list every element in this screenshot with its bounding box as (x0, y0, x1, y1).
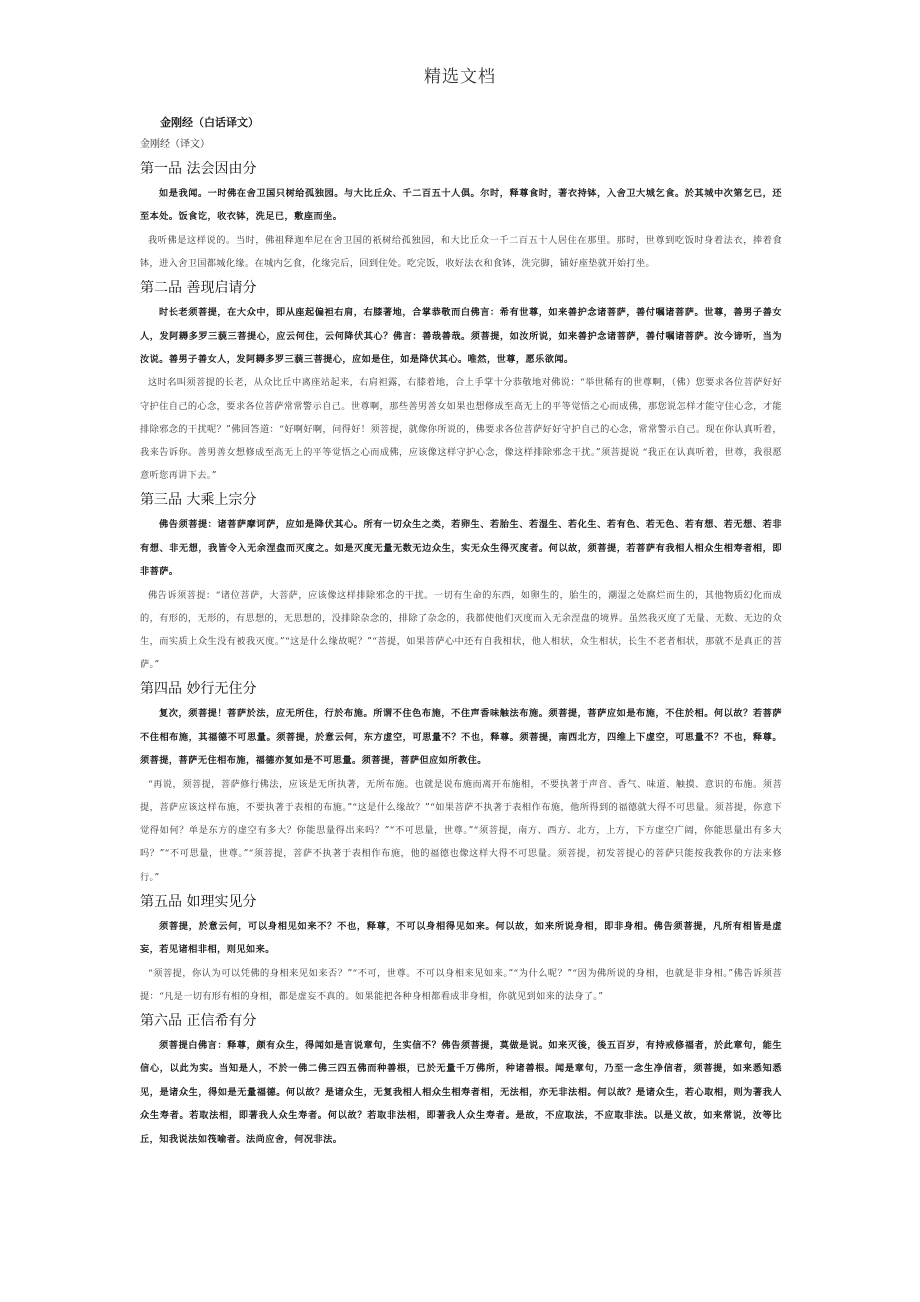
chapter-6 (140, 1010, 782, 1151)
chapter-heading: 第二品 善现启请分 (140, 280, 257, 297)
chapter-3 (140, 489, 782, 676)
chapter-heading: 第一品 法会因由分 (140, 161, 257, 177)
chapter-2 (140, 277, 782, 487)
chapter-translation-text: “须菩提，你认为可以凭佛的身相来见如来否？”“不可，世尊。不可以身相来见如来。”“为什么呢？”“因为佛所说的身相，也就是非身相。”佛告诉须菩提：“凡是一切有形有相的身相，都是虚妄不真的。如果能把各种身相都看成非身相，你就见到如来的法身了。” (140, 967, 782, 1002)
chapter-4 (140, 678, 782, 888)
chapter-original-text: 复次，须菩提！菩萨於法，应无所住，行於布施。所谓不住色布施，不住声香味触法布施。须菩提，菩萨应如是布施，不住於相。何以故？若菩萨不住相布施，其福德不可思量。须菩提，於意云何，东方虚空，可思量不？不也，释尊。须菩提，南西北方，四维上下虚空，可思量不？不也，释尊。须菩提，菩萨无住相布施，福德亦复如是不可思量。须菩提，菩萨但应如所教住。 (140, 708, 782, 767)
document-content (140, 112, 782, 1151)
document-subtitle: 金刚经（译文） (140, 139, 210, 150)
chapter-original-text: 须菩提，於意云何，可以身相见如来不？不也，释尊，不可以身相得见如来。何以故，如来所说身相，即非身相。佛告须菩提，凡所有相皆是虚妄，若见诸相非相，则见如来。 (140, 920, 782, 956)
document-title: 金刚经（白话译文） (160, 116, 259, 129)
chapter-5 (140, 891, 782, 1008)
chapter-heading: 第四品 妙行无住分 (140, 681, 257, 698)
page-header-title: 精选文档 (424, 67, 496, 87)
chapter-original-text: 佛告须菩提：诸菩萨摩诃萨，应如是降伏其心。所有一切众生之类，若卵生、若胎生、若湿生、若化生、若有色、若无色、若有想、若无想、若非有想、非无想，我皆令入无余涅盘而灭度之。如是灭度无量无数无边众生，实无众生得灭度者。何以故，须菩提，若菩萨有我相人相众生相寿者相，即非菩萨。 (140, 519, 782, 578)
chapter-original-text: 如是我闻。一时佛在舍卫国只树给孤独园。与大比丘众、千二百五十人俱。尔时，释尊食时，著衣持钵，入舍卫大城乞食。於其城中次第乞已，还至本处。饭食讫，收衣钵，洗足已，敷座而坐。 (140, 188, 782, 223)
chapter-original-text: 时长老须菩提，在大众中，即从座起偏袒右肩，右膝著地，合掌恭敬而白佛言：希有世尊，如来善护念诸菩萨，善付嘱诸菩萨。世尊，善男子善女人，发阿耨多罗三藐三菩提心，应云何住，云何降伏其心？佛言：善哉善哉。须菩提，如汝所说，如来善护念诸菩萨，善付嘱诸菩萨。汝今谛听，当为汝说。善男子善女人，发阿耨多罗三藐三菩提心，应如是住，如是降伏其心。唯然，世尊，愿乐欲闻。 (140, 307, 782, 366)
chapter-translation-text: 佛告诉须菩提：“诸位菩萨，大菩萨，应该像这样排除邪念的干扰。一切有生命的东西，如卵生的，胎生的，潮湿之处腐烂而生的，其他物质幻化而成的，有形的，无形的，有思想的，无思想的，没排除杂念的，排除了杂念的，我都使他们灭度而入无余涅盘的境界。虽然我灭度了无量、无数、无边的众生，而实质上众生没有被我灭度。”“这是什么缘故呢？”“菩提，如果菩萨心中还有自我相状，他人相状，众生相状，长生不老者相状，那就不是真正的菩萨。” (140, 589, 782, 671)
chapter-translation-text: “再说，须菩提，菩萨修行佛法，应该是无所执著，无所布施。也就是说布施而离开布施相，不要执著于声音、香气、味道、触摸、意识的布施。须菩提，菩萨应该这样布施，不要执著于表相的布施。”“这是什么缘故？”“如果菩萨不执著于表相作布施，他所得到的福德就大得不可思量。须菩提，你意下觉得如何？单是东方的虚空有多大？你能思量得出来吗？”“不可思量，世尊。”“须菩提，南方、西方、北方，上方，下方虚空广阔，你能思量出有多大吗？”“不可思量，世尊。”“须菩提，菩萨不执著于表相作布施，他的福德也像这样大得不可思量。须菩提，初发菩提心的菩萨只能按我教你的方法来修行。” (140, 778, 782, 883)
chapter-heading: 第五品 如理实见分 (140, 893, 257, 910)
chapter-heading: 第三品 大乘上宗分 (140, 492, 257, 509)
chapter-1 (140, 158, 782, 275)
chapter-translation-text: 我听佛是这样说的。当时，佛祖释迦牟尼在舍卫国的祇树给孤独园，和大比丘众一千二百五十人居住在那里。那时，世尊到吃饭时身着法衣，捧着食钵，进入舍卫国都城化缘。在城内乞食，化缘完后，回到住处。吃完饭，收好法衣和食钵，洗完脚，铺好座垫就开始打坐。 (140, 234, 782, 270)
chapter-translation-text: 这时名叫须菩提的长老，从众比丘中离座站起来，右肩袒露，右膝着地，合上手掌十分恭敬地对佛说：“举世稀有的世尊啊，（佛）您要求各位菩萨好好守护住自己的心念，要求各位菩萨常常警示自己。世尊啊，那些善男善女如果也想修成至高无上的平等觉悟之心而成佛，那您说怎样才能守住心念，才能排除邪念的干扰呢？”佛回答道：“好啊好啊，问得好！须菩提，就像你所说的，佛要求各位菩萨好好守护自己的心念，常常警示自己。现在你认真听着，我来告诉你。善男善女想修成至高无上的平等觉悟之心而成佛，应该像这样守护心念，像这样排除邪念干扰。”须菩提说 “我正在认真听着，世尊，我很愿意听您再讲下去。” (140, 377, 782, 482)
chapter-original-text: 须菩提白佛言：释尊，颇有众生，得闻如是言说章句，生实信不？佛告须菩提，莫做是说。如来灭後，後五百岁，有持戒修福者，於此章句，能生信心，以此为实。当知是人，不於一佛二佛三四五佛而种善根，已於无量千万佛所，种诸善根。闻是章句，乃至一念生净信者，须菩提，如来悉知悉见，是诸众生，得如是无量福德。何以故？是诸众生，无复我相人相众生相寿者相，无法相，亦无非法相。何以故？是诸众生，若心取相，则为著我人众生寿者。若取法相，即著我人众生寿者。何以故？若取非法相，即著我人众生寿者。是故，不应取法，不应取非法。以是义故，如来常说，汝等比丘，知我说法如筏喻者。法尚应舍，何况非法。 (140, 1039, 782, 1145)
chapter-heading: 第六品 正信希有分 (140, 1012, 257, 1029)
